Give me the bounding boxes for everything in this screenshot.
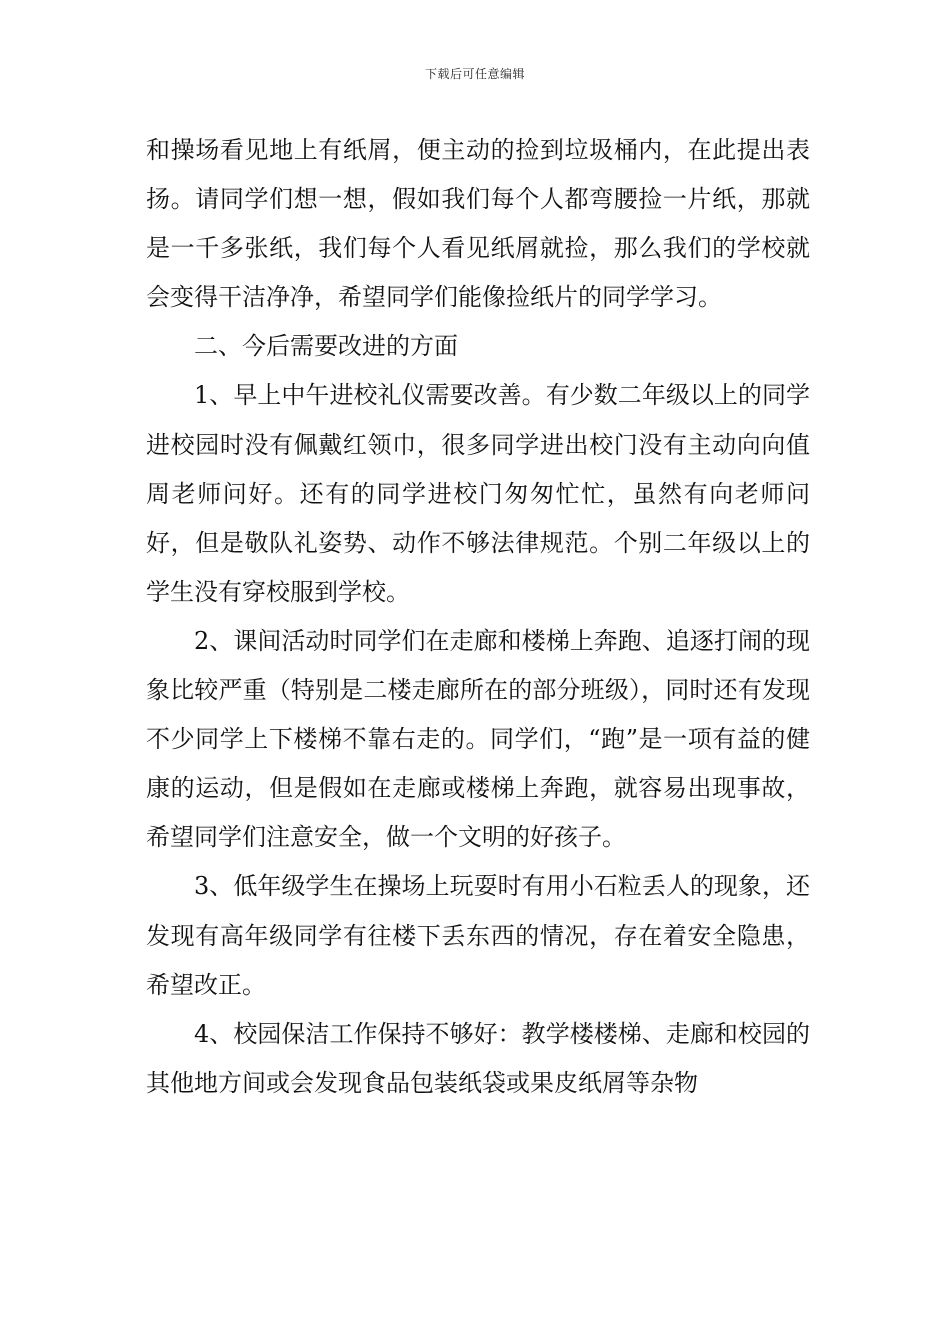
page-header: 下载后可任意编辑 <box>424 67 525 81</box>
document-body <box>146 126 810 1108</box>
paragraph-item-2: 2、课间活动时同学们在走廊和楼梯上奔跑、追逐打闹的现象比较严重（特别是二楼走廊所在的部分班级），同时还有发现不少同学上下楼梯不靠右走的。同学们，“跑”是一项有益的健康的运动，但是假如在走廊或楼梯上奔跑，就容易出现事故，希望同学们注意安全，做一个文明的好孩子。 <box>146 626 810 852</box>
paragraph-item-1: 1、早上中午进校礼仪需要改善。有少数二年级以上的同学进校园时没有佩戴红领巾，很多同学进出校门没有主动向向值周老师问好。还有的同学进校门匆匆忙忙，虽然有向老师问好，但是敬队礼姿势、动作不够法律规范。个别二年级以上的学生没有穿校服到学校。 <box>146 381 810 606</box>
paragraph-continued: 和操场看见地上有纸屑，便主动的捡到垃圾桶内，在此提出表扬。请同学们想一想，假如我们每个人都弯腰捡一片纸，那就是一千多张纸，我们每个人看见纸屑就捡，那么我们的学校就会变得干洁净净，希望同学们能像捡纸片的同学学习。 <box>146 136 810 312</box>
paragraph-item-4: 4、校园保洁工作保持不够好：教学楼楼梯、走廊和校园的其他地方间或会发现食品包装纸袋或果皮纸屑等杂物 <box>146 1019 810 1097</box>
paragraph-item-3: 3、低年级学生在操场上玩耍时有用小石粒丢人的现象，还发现有高年级同学有往楼下丢东西的情况，存在着安全隐患，希望改正。 <box>146 872 810 999</box>
section-heading: 二、今后需要改进的方面 <box>194 332 458 361</box>
